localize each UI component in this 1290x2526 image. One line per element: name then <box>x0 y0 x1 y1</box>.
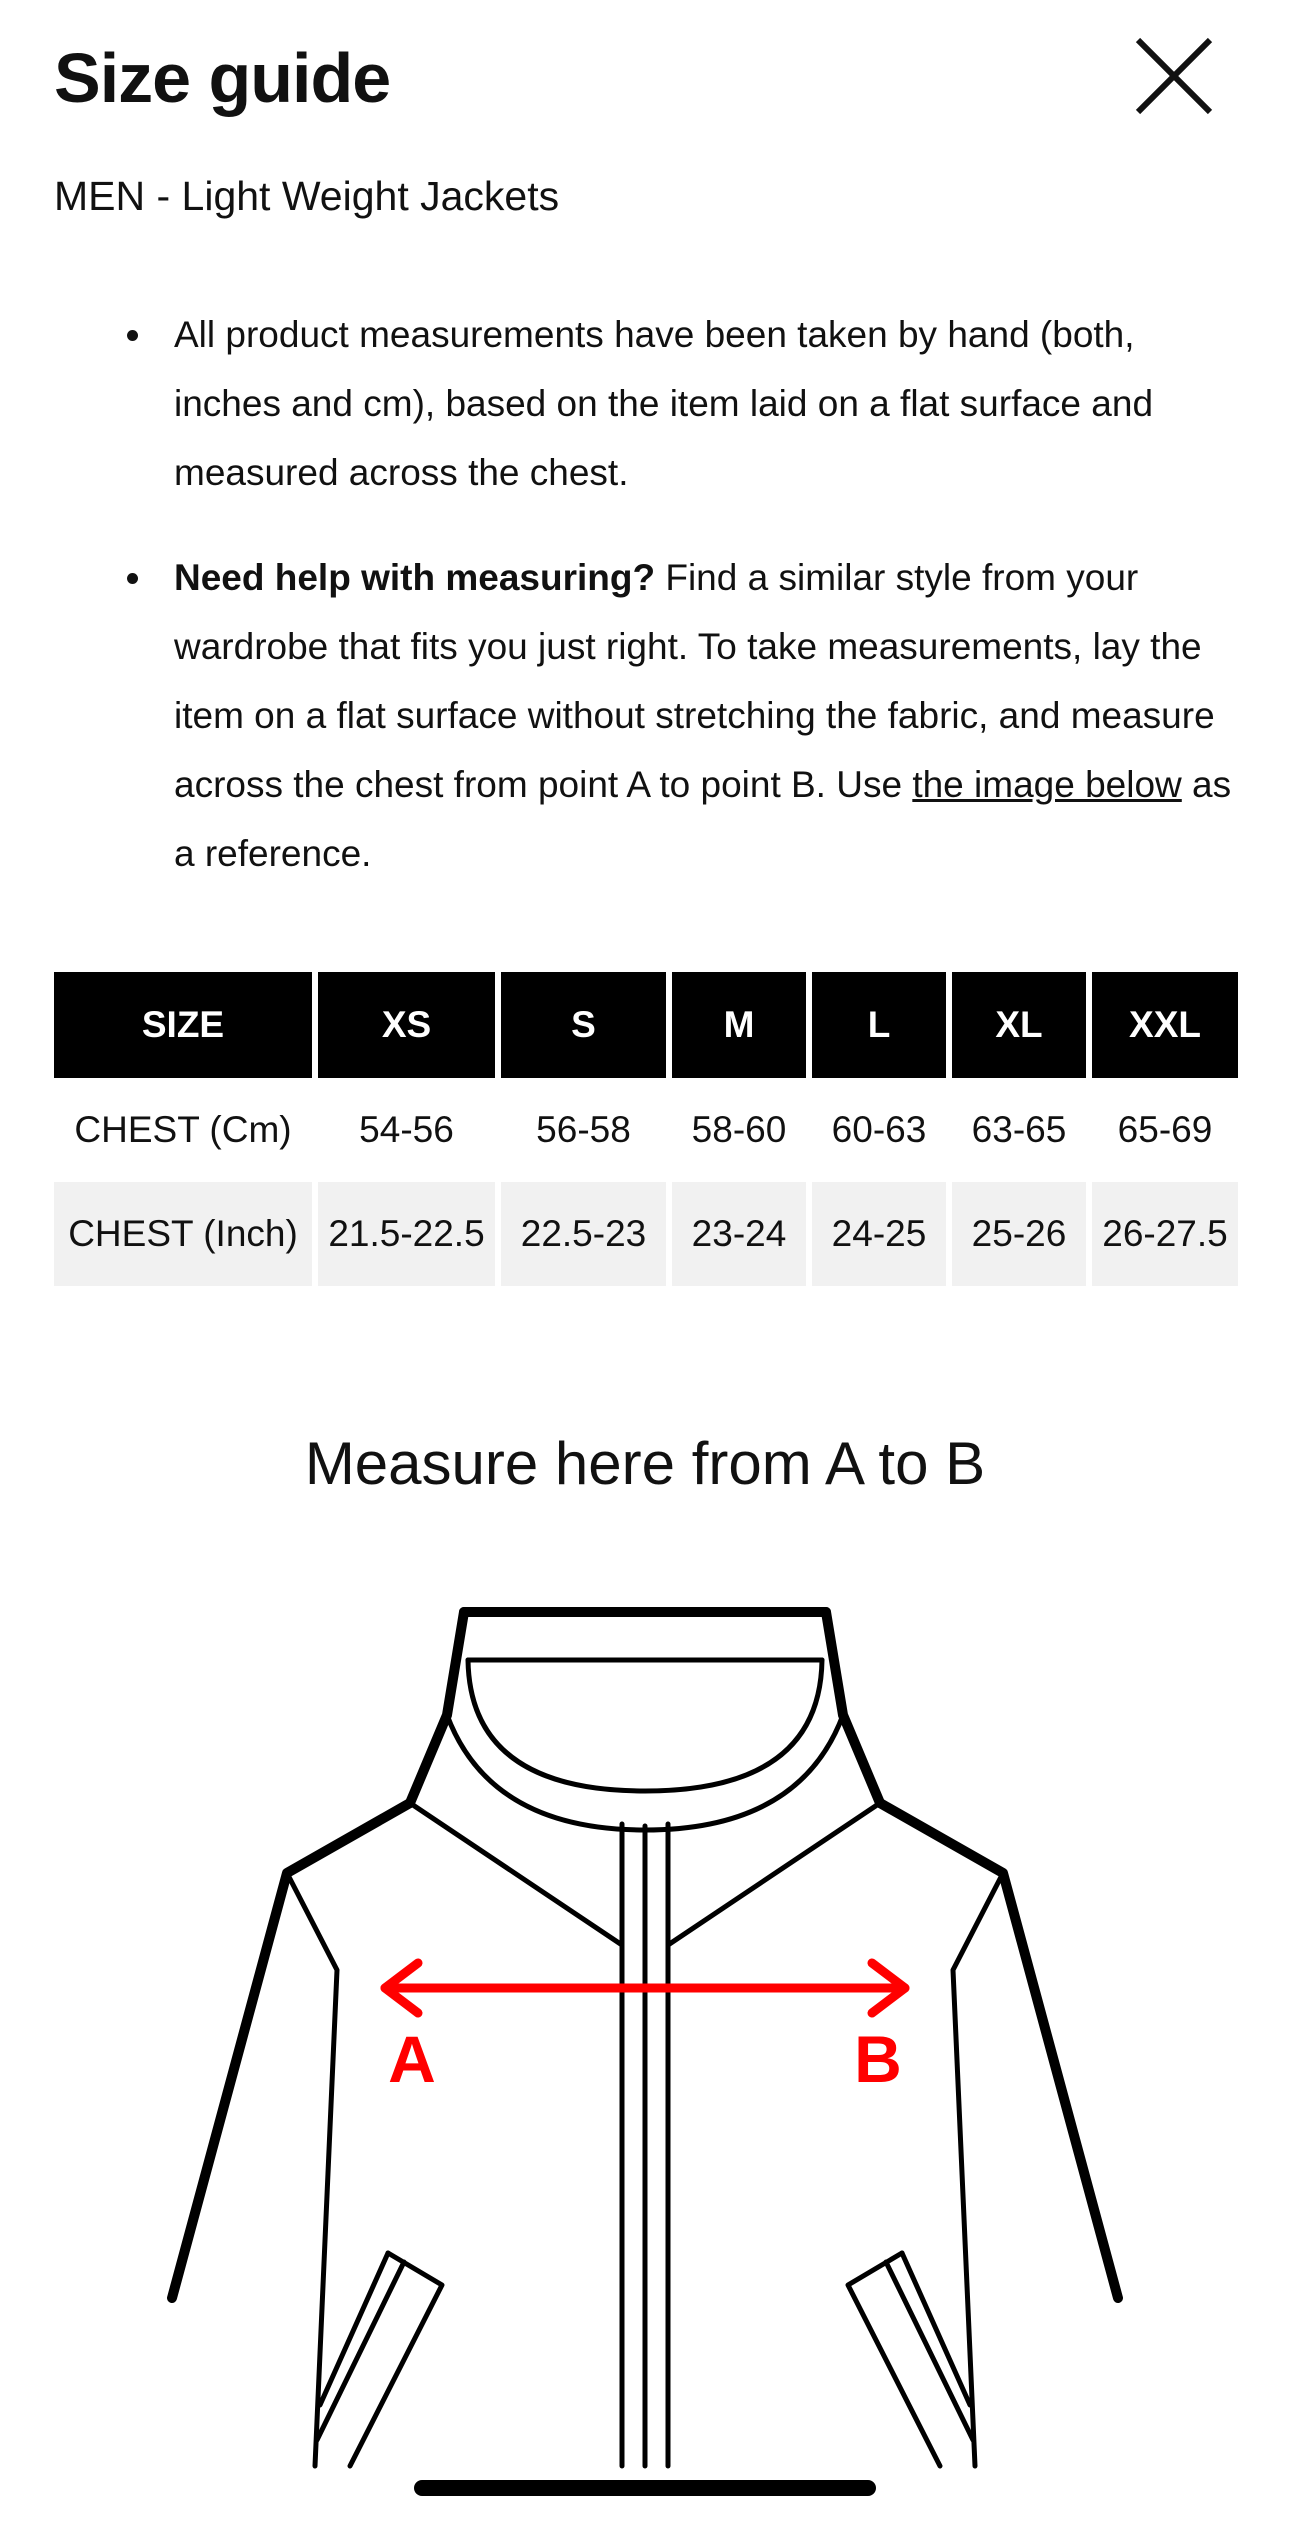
category-subtitle: MEN - Light Weight Jackets <box>54 173 560 219</box>
table-cell: 63-65 <box>971 1109 1067 1150</box>
table-cell: 22.5-23 <box>501 1182 666 1286</box>
help-text-end: as a reference. <box>174 764 1232 874</box>
header-m: M <box>672 972 806 1078</box>
right-armhole <box>953 1873 1003 2466</box>
header-s: S <box>501 972 666 1078</box>
table-cell: 58-60 <box>691 1109 787 1150</box>
point-b-label: B <box>854 2022 902 2096</box>
table-cell: 65-69 <box>1117 1109 1213 1150</box>
size-table <box>48 972 1244 1286</box>
close-button[interactable] <box>1132 34 1216 118</box>
row-label: CHEST (Inch) <box>54 1182 312 1286</box>
collar-right <box>826 1612 880 1803</box>
table-cell: 21.5-22.5 <box>318 1182 495 1286</box>
header <box>54 30 1236 130</box>
info-list <box>54 300 1244 924</box>
table-row <box>54 1078 1238 1182</box>
home-indicator[interactable] <box>414 2480 876 2496</box>
table-cell: 56-58 <box>536 1109 631 1150</box>
table-cell: 54-56 <box>359 1109 454 1150</box>
left-pocket-welt <box>317 2253 404 2440</box>
table-cell: 25-26 <box>952 1182 1086 1286</box>
bullet-dot <box>127 573 138 584</box>
row-label: CHEST (Cm) <box>74 1109 292 1150</box>
page-title: Size guide <box>54 39 391 117</box>
right-pocket-welt <box>886 2253 973 2440</box>
measure-title: Measure here from A to B <box>304 1430 986 1497</box>
header-xl: XL <box>952 972 1086 1078</box>
collar-inner-arc <box>468 1660 822 1791</box>
header-xs: XS <box>318 972 495 1078</box>
table-cell: 24-25 <box>812 1182 946 1286</box>
header-xxl: XXL <box>1092 972 1238 1078</box>
table-header-row <box>54 972 1238 1078</box>
point-a-label: A <box>388 2022 436 2096</box>
table-cell: 60-63 <box>831 1109 927 1150</box>
bullet-dot <box>127 330 138 341</box>
measurement-note: All product measurements have been taken by hand (both, inches and cm), based on the item laid on a flat surface and measured across the chest. <box>174 314 1154 493</box>
image-below-link[interactable]: the image below <box>912 764 1182 805</box>
collar-left <box>410 1612 464 1803</box>
left-armhole <box>287 1873 337 2466</box>
collar-outer-arc <box>447 1715 843 1830</box>
list-item <box>54 300 1244 507</box>
table-row <box>54 1182 1238 1286</box>
help-text: Find a similar style from your wardrobe that fits you just right. To take measurements, lay the item on a flat surface without stretching the fabric, and measure across the chest from point A to point B. Use <box>174 557 1215 805</box>
table-cell: 26-27.5 <box>1092 1182 1238 1286</box>
right-pocket <box>848 2253 940 2466</box>
left-pocket <box>350 2253 442 2466</box>
table-cell: 23-24 <box>672 1182 806 1286</box>
close-icon <box>1132 34 1216 118</box>
header-l: L <box>812 972 946 1078</box>
header-size: SIZE <box>54 972 312 1078</box>
jacket-diagram <box>0 1570 1290 2470</box>
list-item <box>54 543 1244 888</box>
help-heading: Need help with measuring? <box>174 557 656 598</box>
